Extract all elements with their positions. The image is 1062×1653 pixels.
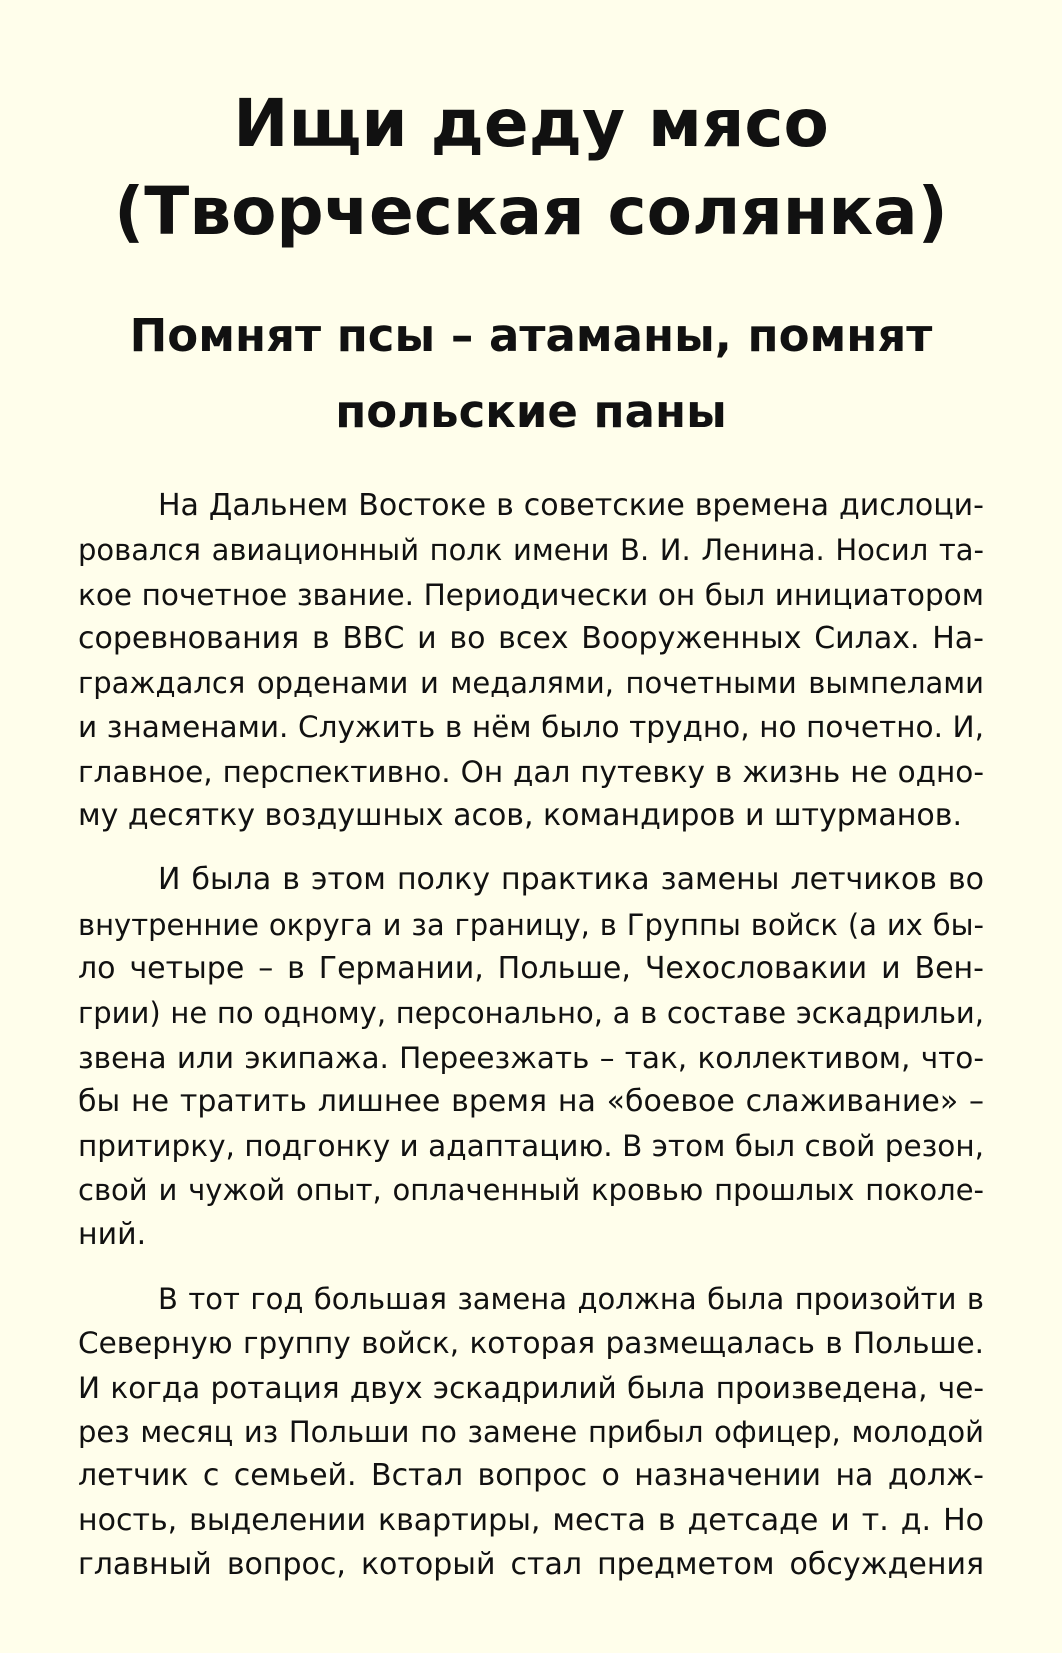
text-line: граждался орденами и медалями, почетными вымпелами (78, 666, 984, 701)
text-line: внутренние округа и за границу, в Группы войск (а их бы- (78, 907, 984, 942)
text-line: му десятку воздушных асов, командиров и штурманов. (78, 798, 962, 834)
text-line: рез месяц из Польши по замене прибыл офицер, молодой (78, 1414, 984, 1449)
text-line: И была в этом полку практика замены летчиков во (158, 862, 984, 898)
text-line: свой и чужой опыт, оплаченный кровью прошлых поколе- (78, 1173, 984, 1208)
text-line: ровался авиационный полк имени В. И. Ленина. Носил та- (78, 533, 984, 568)
text-line: На Дальнем Востоке в советские времена дислоци- (158, 488, 984, 523)
text-line: ло четыре – в Германии, Польше, Чехословакии и Вен- (78, 950, 984, 986)
text-line: летчик с семьей. Встал вопрос о назначении на долж- (78, 1458, 984, 1494)
text-line: главное, перспективно. Он дал путевку в жизнь не одно- (78, 754, 984, 789)
chapter-title-line-1: Ищи деду мясо (233, 85, 829, 162)
text-line: грии) не по одному, персонально, а в составе эскадрильи, (78, 996, 984, 1031)
text-line: и знаменами. Служить в нём было трудно, но почетно. И, (78, 710, 984, 745)
text-line: звена или экипажа. Переезжать – так, коллективом, что- (78, 1040, 984, 1075)
text-line: ность, выделении квартиры, места в детсаде и т. д. Но (78, 1502, 984, 1538)
text-line: соревнования в ВВС и во всех Вооруженных Силах. На- (78, 620, 984, 656)
chapter-title (78, 0, 984, 256)
section-title-line-2: польские паны (335, 385, 727, 438)
text-line: В тот год большая замена должна была произойти в (158, 1282, 984, 1317)
text-line: бы не тратить лишнее время на «боевое слаживание» – (78, 1083, 984, 1119)
text-line: кое почетное звание. Периодически он был инициатором (78, 577, 984, 612)
section-title-line-1: Помнят псы – атаманы, помнят (129, 309, 933, 362)
paragraph-1 (78, 484, 984, 838)
text-line: И когда ротация двух эскадрилий была произведена, че- (78, 1370, 984, 1405)
text-line: притирку, подгонку и адаптацию. В этом был свой резон, (78, 1129, 984, 1164)
section-title (78, 298, 984, 450)
paragraph-3 (78, 1277, 984, 1587)
paragraph-2 (78, 858, 984, 1257)
text-line: Северную группу войск, которая размещалась в Польше. (78, 1326, 984, 1361)
text-line: главный вопрос, который стал предметом обсуждения (78, 1546, 984, 1582)
chapter-title-line-2: (Творческая солянка) (114, 173, 948, 250)
body-text (78, 484, 984, 1587)
text-line: ний. (78, 1216, 147, 1252)
